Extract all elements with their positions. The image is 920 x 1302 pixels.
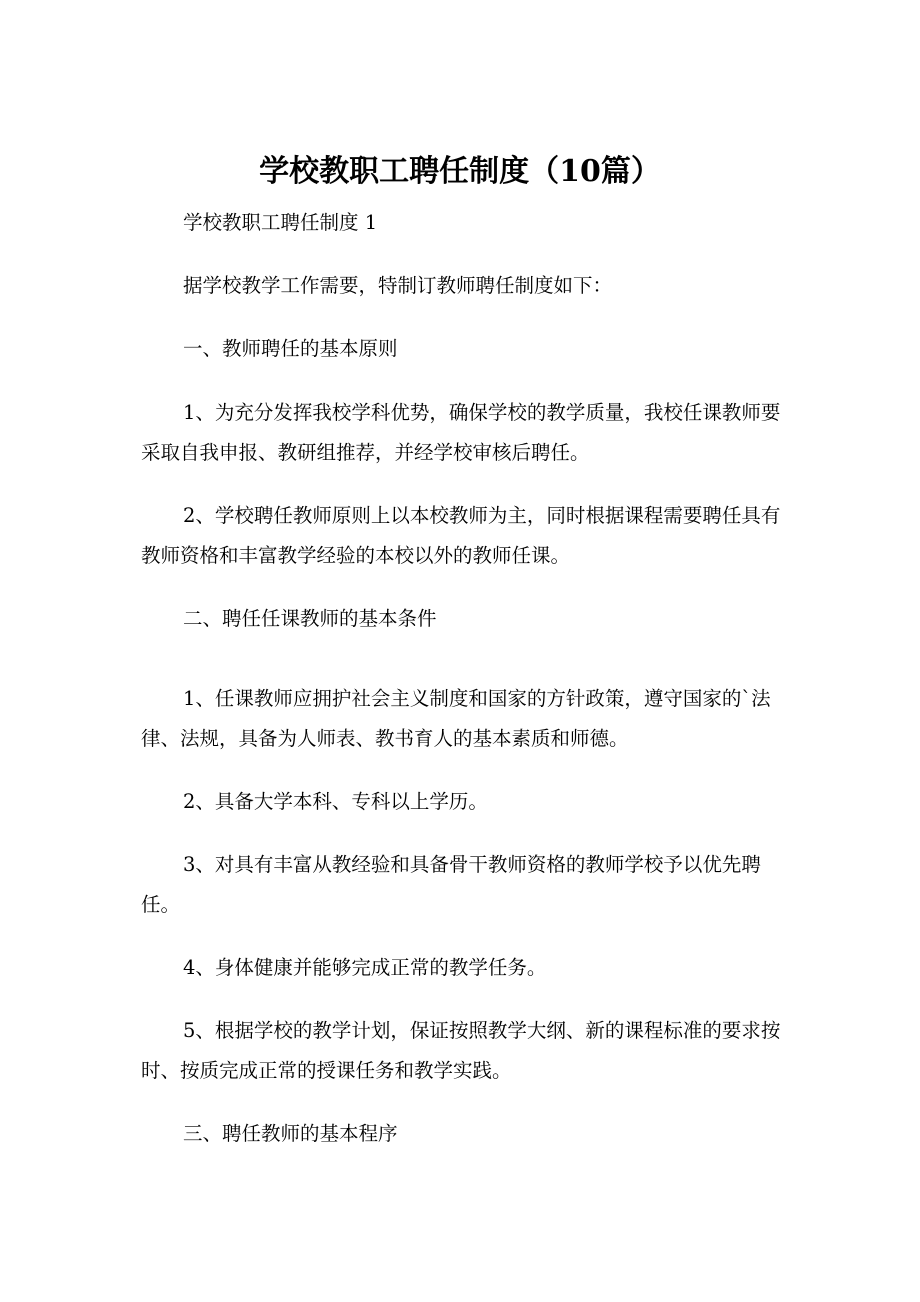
subheading: 三、聘任教师的基本程序: [183, 1122, 398, 1145]
paragraph: 1、为充分发挥我校学科优势，确保学校的教学质量，我校任课教师要采取自我申报、教研组推荐，并经学校审核后聘任。: [141, 401, 781, 464]
paragraph: 2、学校聘任教师原则上以本校教师为主，同时根据课程需要聘任具有教师资格和丰富教学经验的本校以外的教师任课。: [141, 504, 781, 567]
paragraph: 据学校教学工作需要，特制订教师聘任制度如下：: [183, 274, 613, 297]
paragraph: 4、身体健康并能够完成正常的教学任务。: [183, 956, 547, 979]
paragraph: 3、对具有丰富从教经验和具备骨干教师资格的教师学校予以优先聘任。: [141, 853, 761, 916]
paragraph: 2、具备大学本科、专科以上学历。: [183, 790, 488, 813]
paragraph: 5、根据学校的教学计划，保证按照教学大纲、新的课程标准的要求按时、按质完成正常的授课任务和教学实践。: [141, 1019, 781, 1082]
document-title: 学校教职工聘任制度（10篇）: [259, 154, 661, 189]
section-heading: 学校教职工聘任制度 1: [183, 211, 378, 234]
paragraph: 1、任课教师应拥护社会主义制度和国家的方针政策，遵守国家的`法律、法规，具备为人师表、教书育人的基本素质和师德。: [141, 687, 771, 750]
subheading: 二、聘任任课教师的基本条件: [183, 607, 437, 630]
subheading: 一、教师聘任的基本原则: [183, 337, 398, 360]
